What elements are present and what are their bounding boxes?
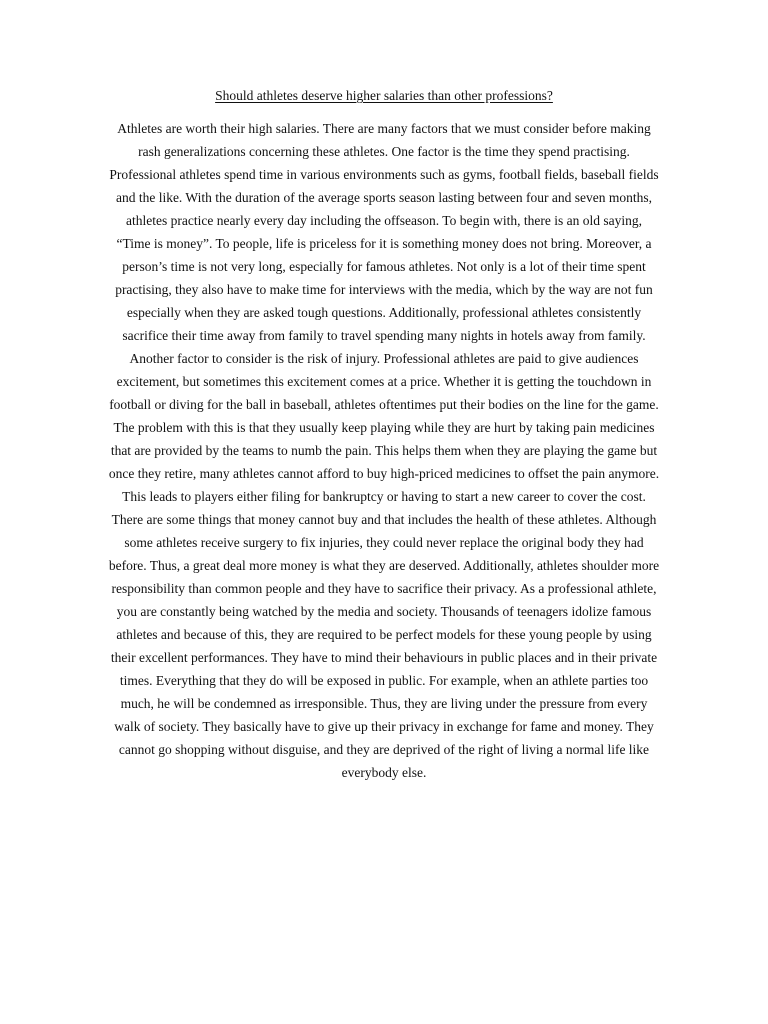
- essay-line: times. Everything that they do will be exposed in public. For example, when an athlete parties too: [119, 673, 649, 688]
- essay-line: much, he will be condemned as irresponsible. Thus, they are living under the pressure from every: [120, 696, 648, 711]
- essay-line: cannot go shopping without disguise, and they are deprived of the right of living a normal life like: [118, 742, 650, 757]
- essay-line: that are provided by the teams to numb the pain. This helps them when they are playing the game but: [110, 443, 658, 458]
- essay-line: excitement, but sometimes this excitement comes at a price. Whether it is getting the touchdown in: [116, 374, 652, 389]
- essay-line: This leads to players either filing for bankruptcy or having to start a new career to cover the cost.: [122, 489, 646, 504]
- essay-line: Professional athletes spend time in various environments such as gyms, football fields, baseball fields: [109, 167, 659, 182]
- essay-line: football or diving for the ball in baseball, athletes oftentimes put their bodies on the line for the game.: [109, 397, 659, 412]
- essay-title: Should athletes deserve higher salaries than other professions?: [215, 88, 553, 103]
- essay-line: person’s time is not very long, especially for famous athletes. Not only is a lot of their time spent: [122, 259, 646, 274]
- essay-line: some athletes receive surgery to fix injuries, they could never replace the original body they had: [124, 535, 644, 550]
- essay-line: There are some things that money cannot buy and that includes the health of these athletes. Although: [111, 512, 657, 527]
- essay-line: sacrifice their time away from family to travel spending many nights in hotels away from family.: [122, 328, 646, 343]
- essay-body: [60, 117, 708, 784]
- essay-line: Another factor to consider is the risk of injury. Professional athletes are paid to give audiences: [129, 351, 639, 366]
- essay-line: especially when they are asked tough questions. Additionally, professional athletes consistently: [126, 305, 642, 320]
- essay-line: once they retire, many athletes cannot afford to buy high-priced medicines to offset the pain anymore.: [108, 466, 660, 481]
- essay-line: you are constantly being watched by the media and society. Thousands of teenagers idolize famous: [116, 604, 652, 619]
- essay-line: their excellent performances. They have to mind their behaviours in public places and in their private: [110, 650, 658, 665]
- essay-line: athletes practice nearly every day including the offseason. To begin with, there is an old saying,: [126, 213, 642, 228]
- essay-line: and the like. With the duration of the average sports season lasting between four and seven months,: [115, 190, 653, 205]
- essay-line: The problem with this is that they usually keep playing while they are hurt by taking pain medicines: [113, 420, 655, 435]
- essay-line: before. Thus, a great deal more money is what they are deserved. Additionally, athletes shoulder more: [108, 558, 660, 573]
- essay-line: athletes and because of this, they are required to be perfect models for these young people by using: [116, 627, 652, 642]
- essay-line: “Time is money”. To people, life is priceless for it is something money does not bring. Moreover, a: [116, 236, 652, 251]
- essay-line: rash generalizations concerning these athletes. One factor is the time they spend practising.: [138, 144, 630, 159]
- essay-line: practising, they also have to make time for interviews with the media, which by the way are not fun: [115, 282, 653, 297]
- essay-line: Athletes are worth their high salaries. There are many factors that we must consider before making: [117, 121, 651, 136]
- essay-line: walk of society. They basically have to give up their privacy in exchange for fame and money. They: [114, 719, 654, 734]
- essay-line: everybody else.: [341, 765, 427, 780]
- essay-line: responsibility than common people and they have to sacrifice their privacy. As a professional athlete,: [111, 581, 657, 596]
